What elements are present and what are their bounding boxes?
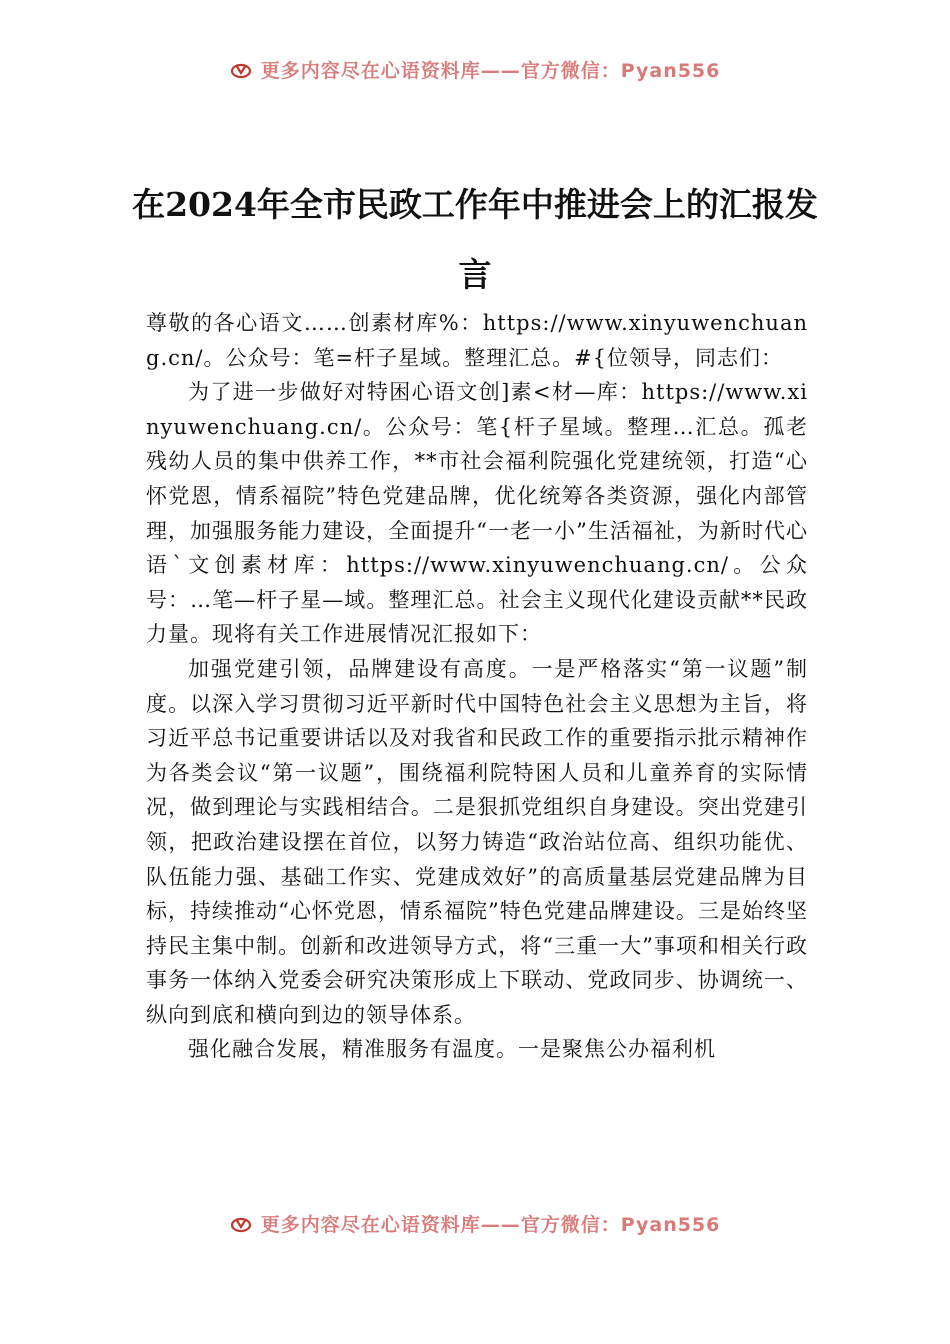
watermark-header — [0, 54, 950, 84]
paragraph-salutation: 尊敬的各心语文……创素材库%：https://www.xinyuwenchuang.cn/。公众号：笔=杆子星域。整理汇总。#{位领导，同志们： — [146, 311, 808, 370]
watermark-text: 更多内容尽在心语资料库——官方微信：Pyan556 — [260, 1214, 721, 1236]
logo-icon — [230, 61, 252, 79]
paragraph-intro: 为了进一步做好对特困心语文创]素<材—库：https://www.xinyuwenchuang.cn/。公众号：笔{杆子星域。整理…汇总。孤老残幼人员的集中供养工作，**市社会福利院强化党建统领，打造“心怀党恩，情系福院”特色党建品牌，优化统筹各类资源，强化内部管理，加强服务能力建设，全面提升“一老一小”生活福祉，为新时代心语`文创素材库：https://www.xinyuwenchuang.cn/。公众号：…笔—杆子星—域。整理汇总。社会主义现代化建设贡献**民政力量。现将有关工作进展情况汇报如下： — [146, 380, 808, 647]
watermark-footer — [0, 1208, 950, 1238]
paragraph-integration: 强化融合发展，精准服务有温度。一是聚焦公办福利机 — [188, 1037, 716, 1062]
document-body — [146, 306, 808, 1067]
watermark-text: 更多内容尽在心语资料库——官方微信：Pyan556 — [260, 60, 721, 82]
logo-icon — [230, 1215, 252, 1233]
paragraph-party-building: 加强党建引领，品牌建设有高度。一是严格落实“第一议题”制度。以深入学习贯彻习近平新时代中国特色社会主义思想为主旨，将习近平总书记重要讲话以及对我省和民政工作的重要指示批示精神作为各类会议“第一议题”，围绕福利院特困人员和儿童养育的实际情况，做到理论与实践相结合。二是狠抓党组织自身建设。突出党建引领，把政治建设摆在首位，以努力铸造“政治站位高、组织功能优、队伍能力强、基础工作实、党建成效好”的高质量基层党建品牌为目标，持续推动“心怀党恩，情系福院”特色党建品牌建设。三是始终坚持民主集中制。创新和改进领导方式，将“三重一大”事项和相关行政事务一体纳入党委会研究决策形成上下联动、党政同步、协调统一、纵向到底和横向到边的领导体系。 — [146, 656, 808, 1027]
document-title: 在2024年全市民政工作年中推进会上的汇报发言 — [132, 185, 818, 294]
